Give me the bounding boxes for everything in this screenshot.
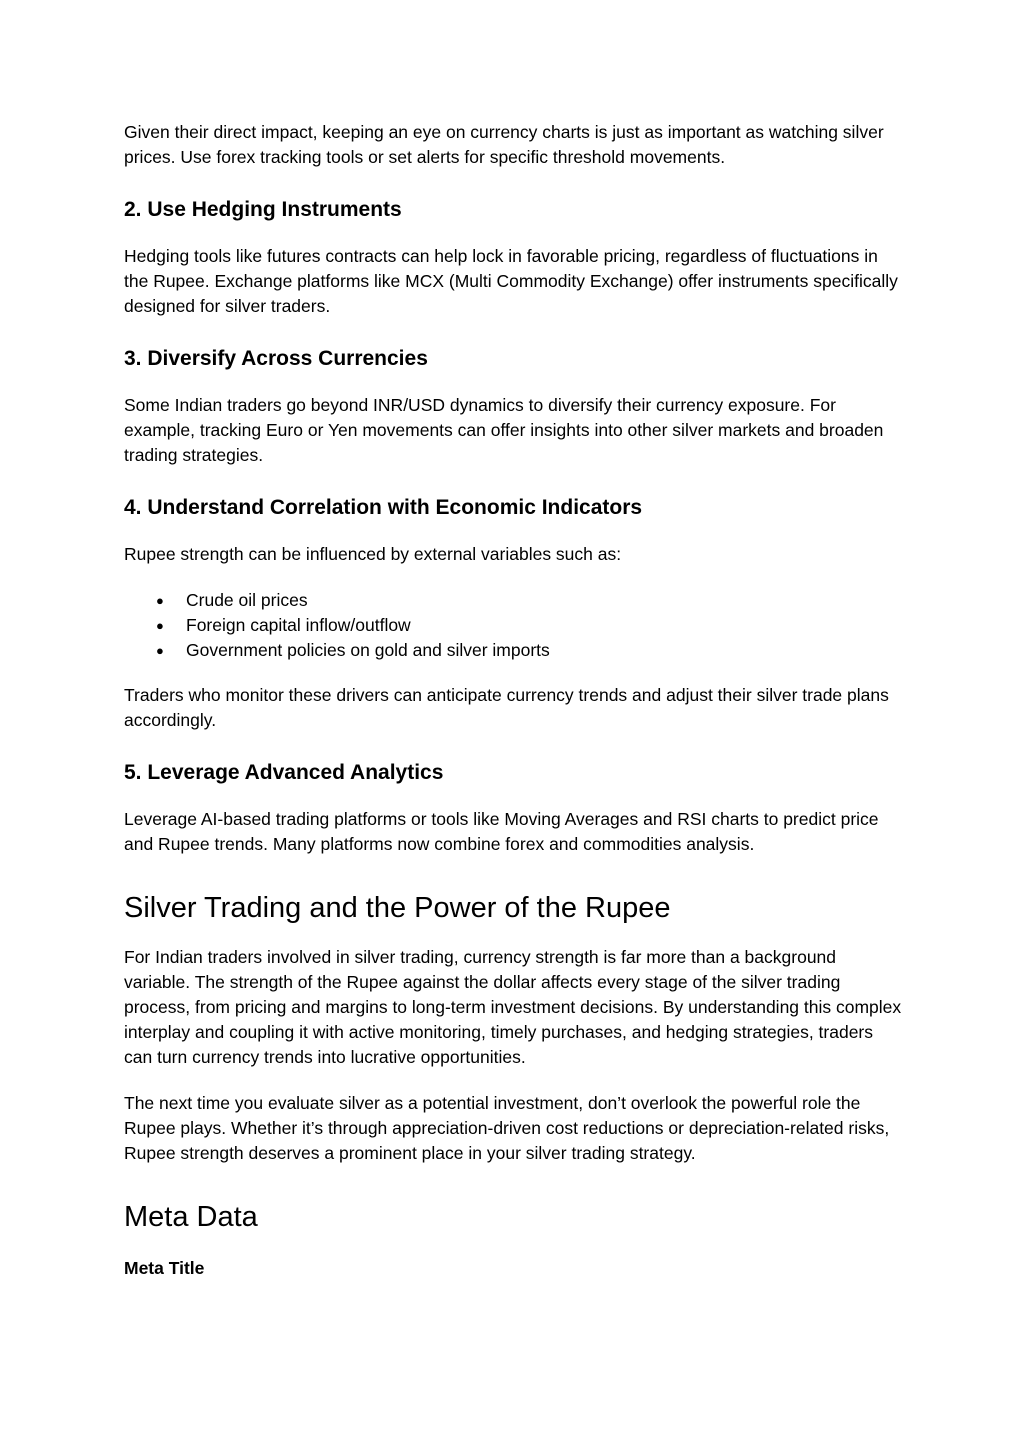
section-body-correlation: Rupee strength can be influenced by external variables such as: [124, 544, 622, 564]
bullet-icon: ● [156, 618, 164, 633]
conclusion-heading: Silver Trading and the Power of the Rupee [124, 892, 671, 924]
section-body-diversify: Some Indian traders go beyond INR/USD dynamics to diversify their currency exposure. For example, tracking Euro or Yen movements can offer insights into other silver markets and broaden trading strategies. [124, 395, 884, 465]
indicator-list [124, 588, 904, 663]
section-heading-hedging: 2. Use Hedging Instruments [124, 198, 402, 221]
list-item: ● Government policies on gold and silver imports [124, 638, 904, 663]
meta-heading: Meta Data [124, 1201, 258, 1233]
conclusion-paragraph-1: For Indian traders involved in silver trading, currency strength is far more than a background variable. The strength of the Rupee against the dollar affects every stage of the silver trading process, from pricing and margins to long-term investment decisions. By understanding this complex interplay and coupling it with active monitoring, timely purchases, and hedging strategies, traders can turn currency trends into lucrative opportunities. [124, 947, 902, 1067]
intro-paragraph: Given their direct impact, keeping an eye on currency charts is just as important as watching silver prices. Use forex tracking tools or set alerts for specific threshold movements. [124, 122, 884, 167]
document-page [124, 120, 904, 1281]
list-item: ● Foreign capital inflow/outflow [124, 613, 904, 638]
conclusion-paragraph-2: The next time you evaluate silver as a potential investment, don’t overlook the powerful role the Rupee plays. Whether it’s through appreciation-driven cost reductions or depreciation-related risks, Rupee strength deserves a prominent place in your silver trading strategy. [124, 1093, 890, 1163]
meta-title-label: Meta Title [124, 1258, 205, 1278]
bullet-icon: ● [156, 643, 164, 658]
section-heading-correlation: 4. Understand Correlation with Economic Indicators [124, 496, 643, 519]
bullet-icon: ● [156, 593, 164, 608]
section-body-hedging: Hedging tools like futures contracts can help lock in favorable pricing, regardless of fluctuations in the Rupee. Exchange platforms like MCX (Multi Commodity Exchange) offer instruments specifically designed for silver traders. [124, 246, 898, 316]
section-heading-diversify: 3. Diversify Across Currencies [124, 347, 428, 370]
section-body-analytics: Leverage AI-based trading platforms or tools like Moving Averages and RSI charts to predict price and Rupee trends. Many platforms now combine forex and commodities analysis. [124, 809, 879, 854]
list-item: ● Crude oil prices [124, 588, 904, 613]
section-after-correlation: Traders who monitor these drivers can anticipate currency trends and adjust their silver trade plans accordingly. [124, 685, 889, 730]
section-heading-analytics: 5. Leverage Advanced Analytics [124, 761, 444, 784]
